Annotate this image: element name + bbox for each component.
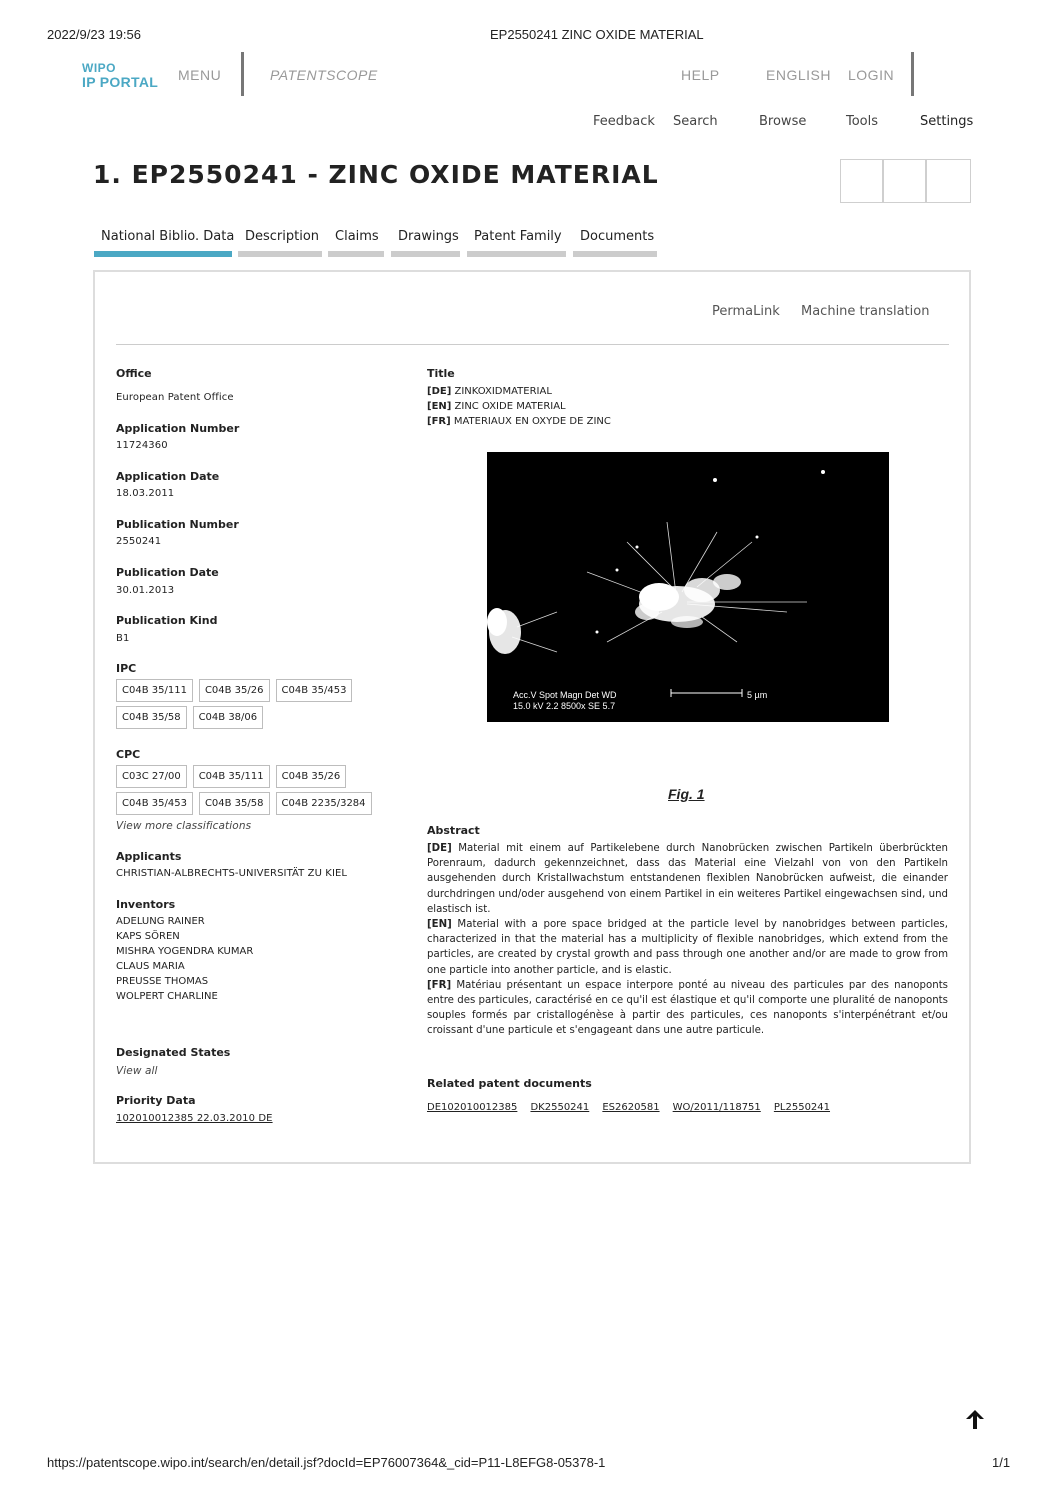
figure-caption: Fig. 1 (668, 786, 705, 802)
lang-tag-fr: [FR] (427, 979, 452, 991)
arrow-up-icon (964, 1408, 986, 1430)
lang-tag-fr: [FR] (427, 416, 451, 427)
applicant-value: CHRISTIAN-ALBRECHTS-UNIVERSITÄT ZU KIEL (116, 868, 348, 879)
machine-translation-link[interactable]: Machine translation (801, 304, 930, 319)
logo-line1: WIPO (82, 61, 116, 75)
nav-divider-right (911, 52, 914, 96)
inventor-item: WOLPERT CHARLINE (116, 991, 218, 1002)
print-datetime: 2022/9/23 19:56 (47, 27, 141, 42)
office-label: Office (116, 367, 152, 380)
help-button[interactable]: HELP (681, 67, 720, 83)
sem-params: Acc.V Spot Magn Det WD (513, 690, 617, 700)
patentscope-link[interactable]: PATENTSCOPE (270, 67, 378, 83)
title-fr-text: MATERIAUX EN OXYDE DE ZINC (453, 416, 611, 427)
tab-indicator (328, 251, 384, 257)
publication-kind-value: B1 (116, 633, 130, 644)
inventors-label: Inventors (116, 898, 176, 911)
sem-scale-label: 5 µm (747, 690, 768, 700)
browse-link[interactable]: Browse (759, 114, 807, 129)
ipc-chip[interactable]: C04B 35/453 (276, 679, 353, 702)
tab-drawings[interactable]: Drawings (398, 229, 459, 244)
related-docs-label: Related patent documents (427, 1077, 592, 1090)
ipc-chip[interactable]: C04B 35/26 (199, 679, 270, 702)
abstract-body (427, 841, 948, 1039)
scroll-top-button[interactable] (964, 1408, 986, 1430)
view-all-link[interactable]: View all (116, 1065, 158, 1077)
nav-divider (241, 52, 244, 96)
ipc-chip[interactable]: C04B 35/111 (116, 679, 193, 702)
lang-tag-en: [EN] (427, 401, 452, 412)
tab-indicator (467, 251, 566, 257)
lang-tag-de: [DE] (427, 843, 452, 854)
inventor-item: KAPS SÖREN (116, 931, 180, 942)
title-list (427, 384, 611, 429)
ipc-chip[interactable]: C04B 35/58 (116, 706, 187, 729)
priority-data-label: Priority Data (116, 1094, 196, 1107)
application-date-value: 18.03.2011 (116, 488, 175, 499)
cpc-chip[interactable]: C04B 35/111 (193, 765, 270, 788)
application-date-label: Application Date (116, 470, 220, 483)
related-doc-link[interactable]: PL2550241 (773, 1102, 831, 1113)
related-docs-list (427, 1095, 838, 1114)
search-link[interactable]: Search (673, 114, 718, 129)
cpc-chip[interactable]: C03C 27/00 (116, 765, 187, 788)
page-title: 1. EP2550241 - ZINC OXIDE MATERIAL (93, 160, 659, 189)
abstract-en (427, 917, 948, 978)
lang-tag-de: [DE] (427, 386, 452, 397)
cpc-label: CPC (116, 748, 141, 761)
publication-kind-label: Publication Kind (116, 614, 218, 627)
tab-national-biblio[interactable]: National Biblio. Data (101, 229, 235, 244)
ipc-chip-row (116, 679, 352, 702)
inventors-list (116, 914, 253, 1004)
language-selector[interactable]: ENGLISH (766, 67, 831, 83)
title-fr (427, 414, 611, 429)
tab-claims[interactable]: Claims (335, 229, 379, 244)
application-number-value: 11724360 (116, 440, 168, 451)
cpc-chip-row (116, 792, 372, 815)
inventor-item: ADELUNG RAINER (116, 916, 205, 927)
inventor-item: MISHRA YOGENDRA KUMAR (116, 946, 254, 957)
application-number-label: Application Number (116, 422, 240, 435)
publication-number-label: Publication Number (116, 518, 239, 531)
title-de-text: ZINKOXIDMATERIAL (454, 386, 552, 397)
tab-indicator-active (94, 251, 232, 257)
sem-micrograph-image (487, 452, 889, 722)
toolbar-button-2[interactable] (883, 159, 926, 203)
related-doc-link[interactable]: DK2550241 (530, 1102, 590, 1113)
abstract-fr-text: Matériau présentant un espace interpore ponté au niveau des particules par des nanoponts entre des particules, caractérisé en ce qu'il est élastique et qu'il comporte une pluralité de nanoponts souples formés par cristallogénèse à partir des particules, ces nanoponts s'interpénétrant et/ou croissant d'une particule et s'engageant dans une autre particule. (427, 979, 948, 1037)
tab-indicator (391, 251, 460, 257)
cpc-chip[interactable]: C04B 35/453 (116, 792, 193, 815)
view-more-classifications-link[interactable]: View more classifications (116, 820, 252, 832)
designated-states-label: Designated States (116, 1046, 231, 1059)
login-button[interactable]: LOGIN (848, 67, 895, 83)
priority-data-link[interactable]: 102010012385 22.03.2010 DE (116, 1113, 273, 1124)
cpc-chip[interactable]: C04B 35/58 (199, 792, 270, 815)
toolbar-button-1[interactable] (840, 159, 883, 203)
tab-description[interactable]: Description (245, 229, 320, 244)
print-doc-title: EP2550241 ZINC OXIDE MATERIAL (490, 27, 704, 42)
related-doc-link[interactable]: WO/2011/118751 (672, 1102, 761, 1113)
title-en-text: ZINC OXIDE MATERIAL (454, 401, 566, 412)
publication-date-label: Publication Date (116, 566, 219, 579)
tab-indicator (238, 251, 322, 257)
panel-divider (116, 344, 949, 345)
inventor-item: CLAUS MARIA (116, 961, 185, 972)
cpc-chip[interactable]: C04B 2235/3284 (276, 792, 372, 815)
tab-indicator (573, 251, 657, 257)
inventor-item: PREUSSE THOMAS (116, 976, 209, 987)
ipc-label: IPC (116, 662, 137, 675)
related-doc-link[interactable]: DE102010012385 (427, 1102, 518, 1113)
abstract-label: Abstract (427, 824, 480, 837)
toolbar-button-3[interactable] (926, 159, 971, 203)
publication-number-value: 2550241 (116, 536, 162, 547)
sem-values: 15.0 kV 2.2 8500x SE 5.7 (513, 701, 616, 711)
applicants-label: Applicants (116, 850, 182, 863)
title-en (427, 399, 611, 414)
title-de (427, 384, 611, 399)
publication-date-value: 30.01.2013 (116, 585, 175, 596)
ipc-chip[interactable]: C04B 38/06 (193, 706, 264, 729)
feedback-link[interactable]: Feedback (593, 114, 655, 129)
related-doc-link[interactable]: ES2620581 (602, 1102, 660, 1113)
sem-figure[interactable] (487, 452, 889, 722)
abstract-fr (427, 978, 948, 1039)
cpc-chip-row (116, 765, 346, 788)
print-url: https://patentscope.wipo.int/search/en/detail.jsf?docId=EP76007364&_cid=P11-L8EFG8-05378-1 (47, 1455, 606, 1470)
abstract-en-text: Material with a pore space bridged at the particle level by nanobridges between particles, characterized in that the material has a multiplicity of flexible nanobridges, which extend from the particles, are created by crystal growth and pass through one another and/or are made to grow from one particle into another particle, and is elastic. (427, 919, 948, 976)
settings-link[interactable]: Settings (920, 114, 974, 129)
tab-patent-family[interactable]: Patent Family (474, 229, 562, 244)
tab-documents[interactable]: Documents (580, 229, 655, 244)
menu-button[interactable]: MENU (178, 67, 222, 83)
abstract-de (427, 841, 948, 917)
cpc-chip[interactable]: C04B 35/26 (276, 765, 347, 788)
ipc-chip-row (116, 706, 263, 729)
print-page-count: 1/1 (992, 1455, 1011, 1470)
lang-tag-en: [EN] (427, 919, 452, 931)
title-label: Title (427, 367, 455, 380)
wipo-logo[interactable] (82, 61, 158, 89)
office-value: European Patent Office (116, 392, 234, 403)
permalink-link[interactable]: PermaLink (712, 304, 780, 319)
logo-line2: IP PORTAL (82, 74, 159, 90)
tools-link[interactable]: Tools (846, 114, 879, 129)
abstract-de-text: Material mit einem auf Partikelebene durch Nanobrücken zwischen Partikeln überbrückten Porenraum, dadurch gekennzeichnet, dass das Material eine Vielzahl von von den Partikeln ausgehenden durch Kristallwachstum entstandenen flexiblen Nanobrücken aufweist, die einander durchdringen und/oder ausgehend von einem Partikel in ein weiteres Partikel eingewachsen sind, und elastisch ist. (427, 843, 948, 915)
